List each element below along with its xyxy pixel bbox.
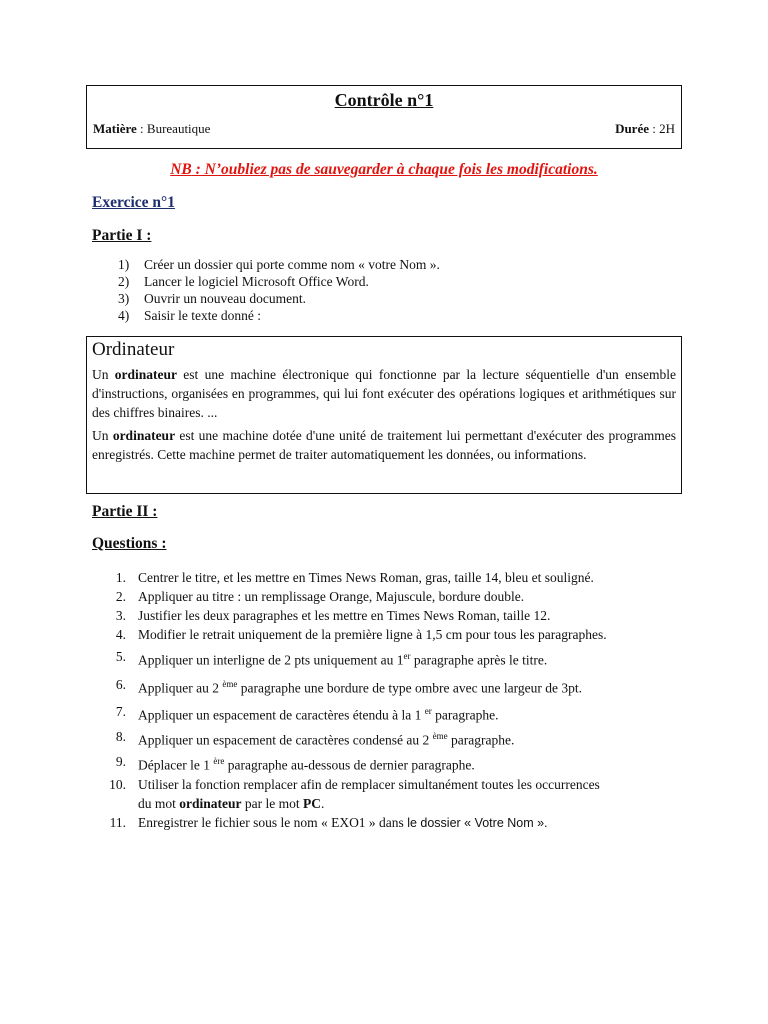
question-text-part: paragraphe après le titre.	[410, 652, 548, 668]
list-item	[100, 568, 700, 587]
step-text: Saisir le texte donné :	[144, 308, 261, 323]
question-number: 8.	[115, 728, 126, 744]
list-item	[100, 647, 700, 670]
question-text-part: du mot	[138, 795, 180, 811]
para-text: Un	[92, 367, 115, 382]
document-title: Contrôle n°1	[334, 90, 434, 110]
nb-label: NB	[170, 161, 192, 178]
list-item	[100, 606, 700, 625]
subject-label: Matière	[93, 121, 137, 136]
questions-list	[100, 568, 700, 833]
list-item	[100, 727, 700, 750]
question-number: 9.	[115, 754, 126, 769]
question-text-part: Déplacer le 1	[138, 757, 214, 773]
ordinateur-box	[86, 336, 682, 494]
para-bold: ordinateur	[112, 428, 176, 443]
list-item	[118, 256, 638, 273]
question-bold: ordinateur	[179, 795, 242, 811]
step-number: 2)	[118, 274, 130, 289]
question-text	[138, 675, 582, 698]
duration-label: Durée	[615, 121, 649, 136]
question-text	[138, 702, 498, 725]
question-number: 2.	[115, 589, 126, 604]
question-text-part: Utiliser la fonction remplacer afin de remplacer simultanément toutes les occurrences	[138, 776, 600, 792]
list-item	[100, 675, 700, 698]
question-text-part: .	[321, 795, 325, 811]
question-number: 3.	[115, 608, 126, 623]
para-bold: ordinateur	[114, 367, 178, 382]
ordinateur-paragraph-2	[92, 426, 676, 464]
nb-text: : N’oubliez pas de sauvegarder à chaque fois les modifications.	[191, 161, 598, 178]
question-text: Modifier le retrait uniquement de la première ligne à 1,5 cm pour tous les paragraphes.	[138, 627, 607, 642]
step-number: 4)	[118, 308, 130, 323]
question-number: 5.	[115, 649, 126, 664]
step-number: 3)	[118, 291, 130, 306]
step-text: Ouvrir un nouveau document.	[144, 291, 306, 306]
superscript: ère	[213, 756, 225, 766]
nb-warning	[0, 161, 768, 179]
question-number: 4.	[115, 627, 126, 642]
ordinateur-title: Ordinateur	[92, 339, 175, 360]
step-number: 1)	[118, 257, 130, 272]
superscript: ème	[432, 730, 448, 741]
duration-line	[615, 121, 675, 137]
question-text-part: paragraphe.	[447, 732, 515, 747]
question-text-part: paragraphe au-dessous de dernier paragraphe.	[224, 757, 475, 773]
question-text-part: Appliquer un espacement de caractères étendu à la 1	[138, 707, 425, 723]
question-number: 10.	[109, 776, 126, 792]
question-text	[138, 813, 548, 833]
list-item	[118, 273, 638, 290]
list-item	[100, 702, 700, 725]
part1-title: Partie I :	[92, 227, 152, 244]
question-bold: PC	[303, 795, 321, 811]
question-number: 6.	[115, 676, 126, 692]
part2-title: Partie II :	[92, 503, 158, 520]
list-item	[118, 307, 638, 324]
question-number: 1.	[115, 570, 126, 585]
para-text: Un	[92, 428, 113, 443]
question-text: Appliquer au titre : un remplissage Orange, Majuscule, bordure double.	[138, 589, 525, 604]
question-text-part: Appliquer au 2	[138, 680, 223, 695]
superscript: ème	[222, 678, 238, 689]
step-text: Lancer le logiciel Microsoft Office Word.	[144, 274, 369, 289]
question-text	[138, 727, 514, 750]
superscript: er	[424, 706, 432, 716]
question-text-part: paragraphe.	[431, 707, 499, 723]
question-text	[138, 647, 547, 670]
question-text: Centrer le titre, et les mettre en Times News Roman, gras, taille 14, bleu et souligné.	[138, 570, 594, 585]
list-item	[100, 752, 700, 775]
question-text	[138, 752, 475, 775]
question-text	[138, 775, 600, 813]
question-text: Justifier les deux paragraphes et les mettre en Times News Roman, taille 12.	[138, 608, 551, 623]
question-text-part: Enregistrer le fichier sous le nom « EXO1 » dans	[138, 814, 408, 830]
subject-value: : Bureautique	[136, 121, 211, 136]
list-item	[100, 587, 700, 606]
question-text-part: le dossier « Votre Nom ».	[407, 815, 548, 830]
list-item	[118, 290, 638, 307]
list-item	[100, 813, 700, 833]
ordinateur-paragraph-1	[92, 365, 676, 422]
duration-value: : 2H	[649, 121, 675, 136]
question-number: 11.	[109, 814, 126, 830]
subject-line	[93, 121, 210, 137]
questions-title: Questions :	[92, 535, 167, 552]
exercise-title: Exercice n°1	[92, 194, 175, 211]
question-text-part: paragraphe une bordure de type ombre avec une largeur de 3pt.	[237, 680, 582, 695]
question-text-part: par le mot	[241, 795, 303, 811]
part1-steps	[118, 256, 638, 324]
list-item	[100, 625, 700, 644]
superscript: er	[403, 651, 411, 661]
header-box	[86, 85, 682, 149]
question-number: 7.	[115, 704, 126, 719]
step-text: Créer un dossier qui porte comme nom « votre Nom ».	[144, 257, 440, 272]
question-text-part: Appliquer un interligne de 2 pts uniquement au 1	[138, 652, 404, 668]
question-text-part: Appliquer un espacement de caractères condensé au 2	[138, 732, 433, 747]
para-text: est une machine dotée d'une unité de traitement lui permettant d'exécuter des programmes enregistrés. Cette machine permet de traiter automatiquement les données, ou informations.	[92, 428, 677, 462]
para-text: est une machine électronique qui fonctionne par la lecture séquentielle d'un ensemble d'instructions, organisées en programmes, qui lui font exécuter des opérations logiques et arithmétiques sur des chiffres binaires. ...	[92, 367, 677, 420]
list-item	[100, 775, 700, 813]
